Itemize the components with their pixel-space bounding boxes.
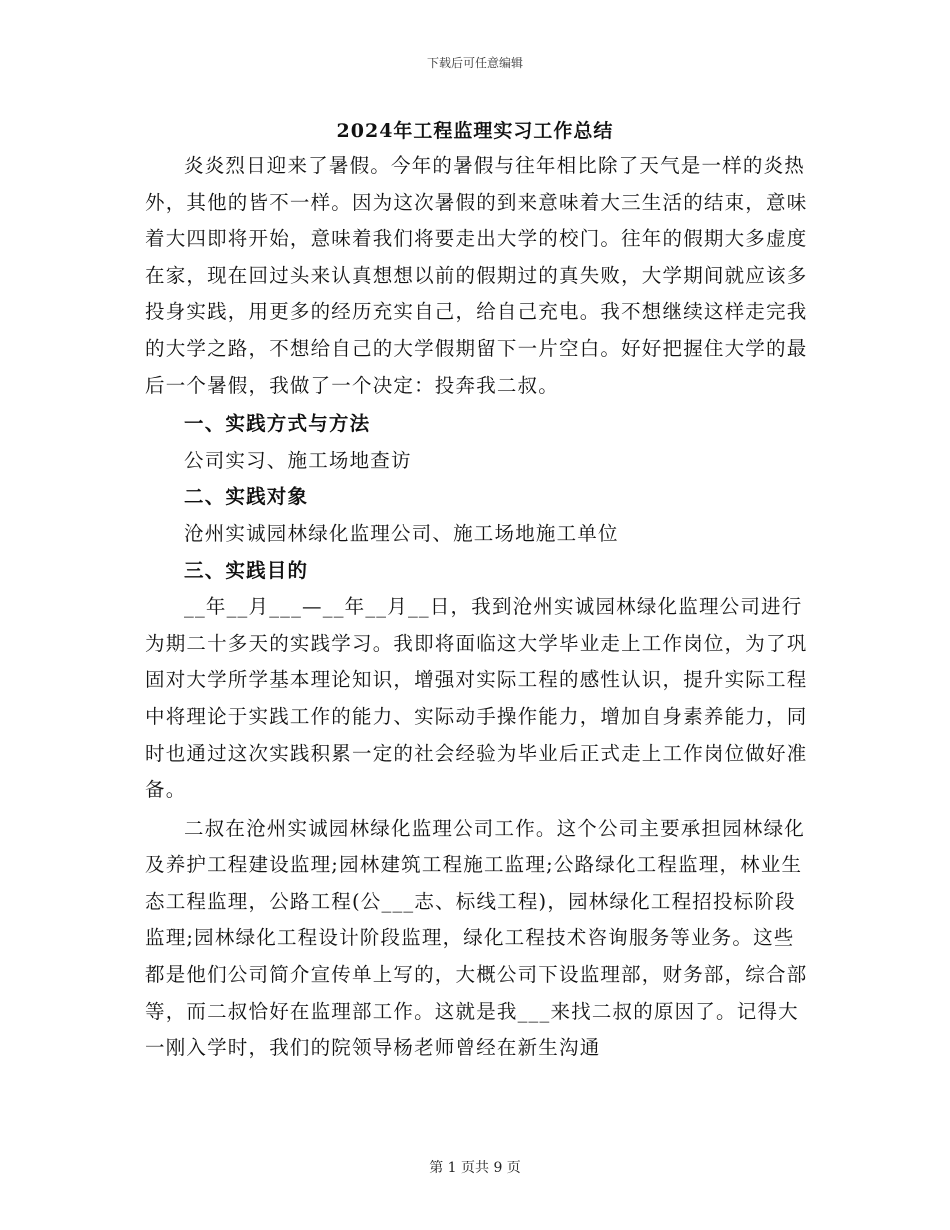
page-header: 下载后可任意编辑 — [426, 56, 523, 70]
document-title: 2024年工程监理实习工作总结 — [336, 120, 614, 142]
company-paragraph: 二叔在沧州实诚园林绿化监理公司工作。这个公司主要承担园林绿化及养护工程建设监理;园林建筑工程施工监理;公路绿化工程监理，林业生态工程监理，公路工程(公___志、标线工程)，园林绿化工程招投标阶段监理;园林绿化工程设计阶段监理，绿化工程技术咨询服务等业务。这些都是他们公司简介宣传单上写的，大概公司下设监理部，财务部，综合部等，而二叔恰好在监理部工作。这就是我___来找二叔的原因了。记得大一刚入学时，我们的院领导杨老师曾经在新生沟通 — [145, 816, 808, 1060]
section-body-purpose: __年__月___—__年__月__日，我到沧州实诚园林绿化监理公司进行为期二十多天的实践学习。我即将面临这大学毕业走上工作岗位，为了巩固对大学所学基本理论知识，增强对实际工程的感性认识，提升实际工程中将理论于实践工作的能力、实际动手操作能力，增加自身素养能力，同时也通过这次实践积累一定的社会经验为毕业后正式走上工作岗位做好准备。 — [145, 595, 808, 802]
section-heading-methods: 一、实践方式与方法 — [184, 412, 371, 436]
section-heading-purpose: 三、实践目的 — [184, 558, 309, 582]
section-body-methods: 公司实习、施工场地查访 — [184, 448, 412, 472]
section-body-objects: 沧州实诚园林绿化监理公司、施工场地施工单位 — [184, 521, 619, 545]
page-footer: 第 1 页共 9 页 — [429, 1160, 521, 1176]
document-body — [145, 148, 810, 1067]
intro-paragraph: 炎炎烈日迎来了暑假。今年的暑假与往年相比除了天气是一样的炎热外，其他的皆不一样。因为这次暑假的到来意味着大三生活的结束，意味着大四即将开始，意味着我们将要走出大学的校门。往年的假期大多虚度在家，现在回过头来认真想想以前的假期过的真失败，大学期间就应该多投身实践，用更多的经历充实自己，给自己充电。我不想继续这样走完我的大学之路，不想给自己的大学假期留下一片空白。好好把握住大学的最后一个暑假，我做了一个决定：投奔我二叔。 — [145, 154, 808, 397]
section-heading-objects: 二、实践对象 — [184, 485, 309, 509]
